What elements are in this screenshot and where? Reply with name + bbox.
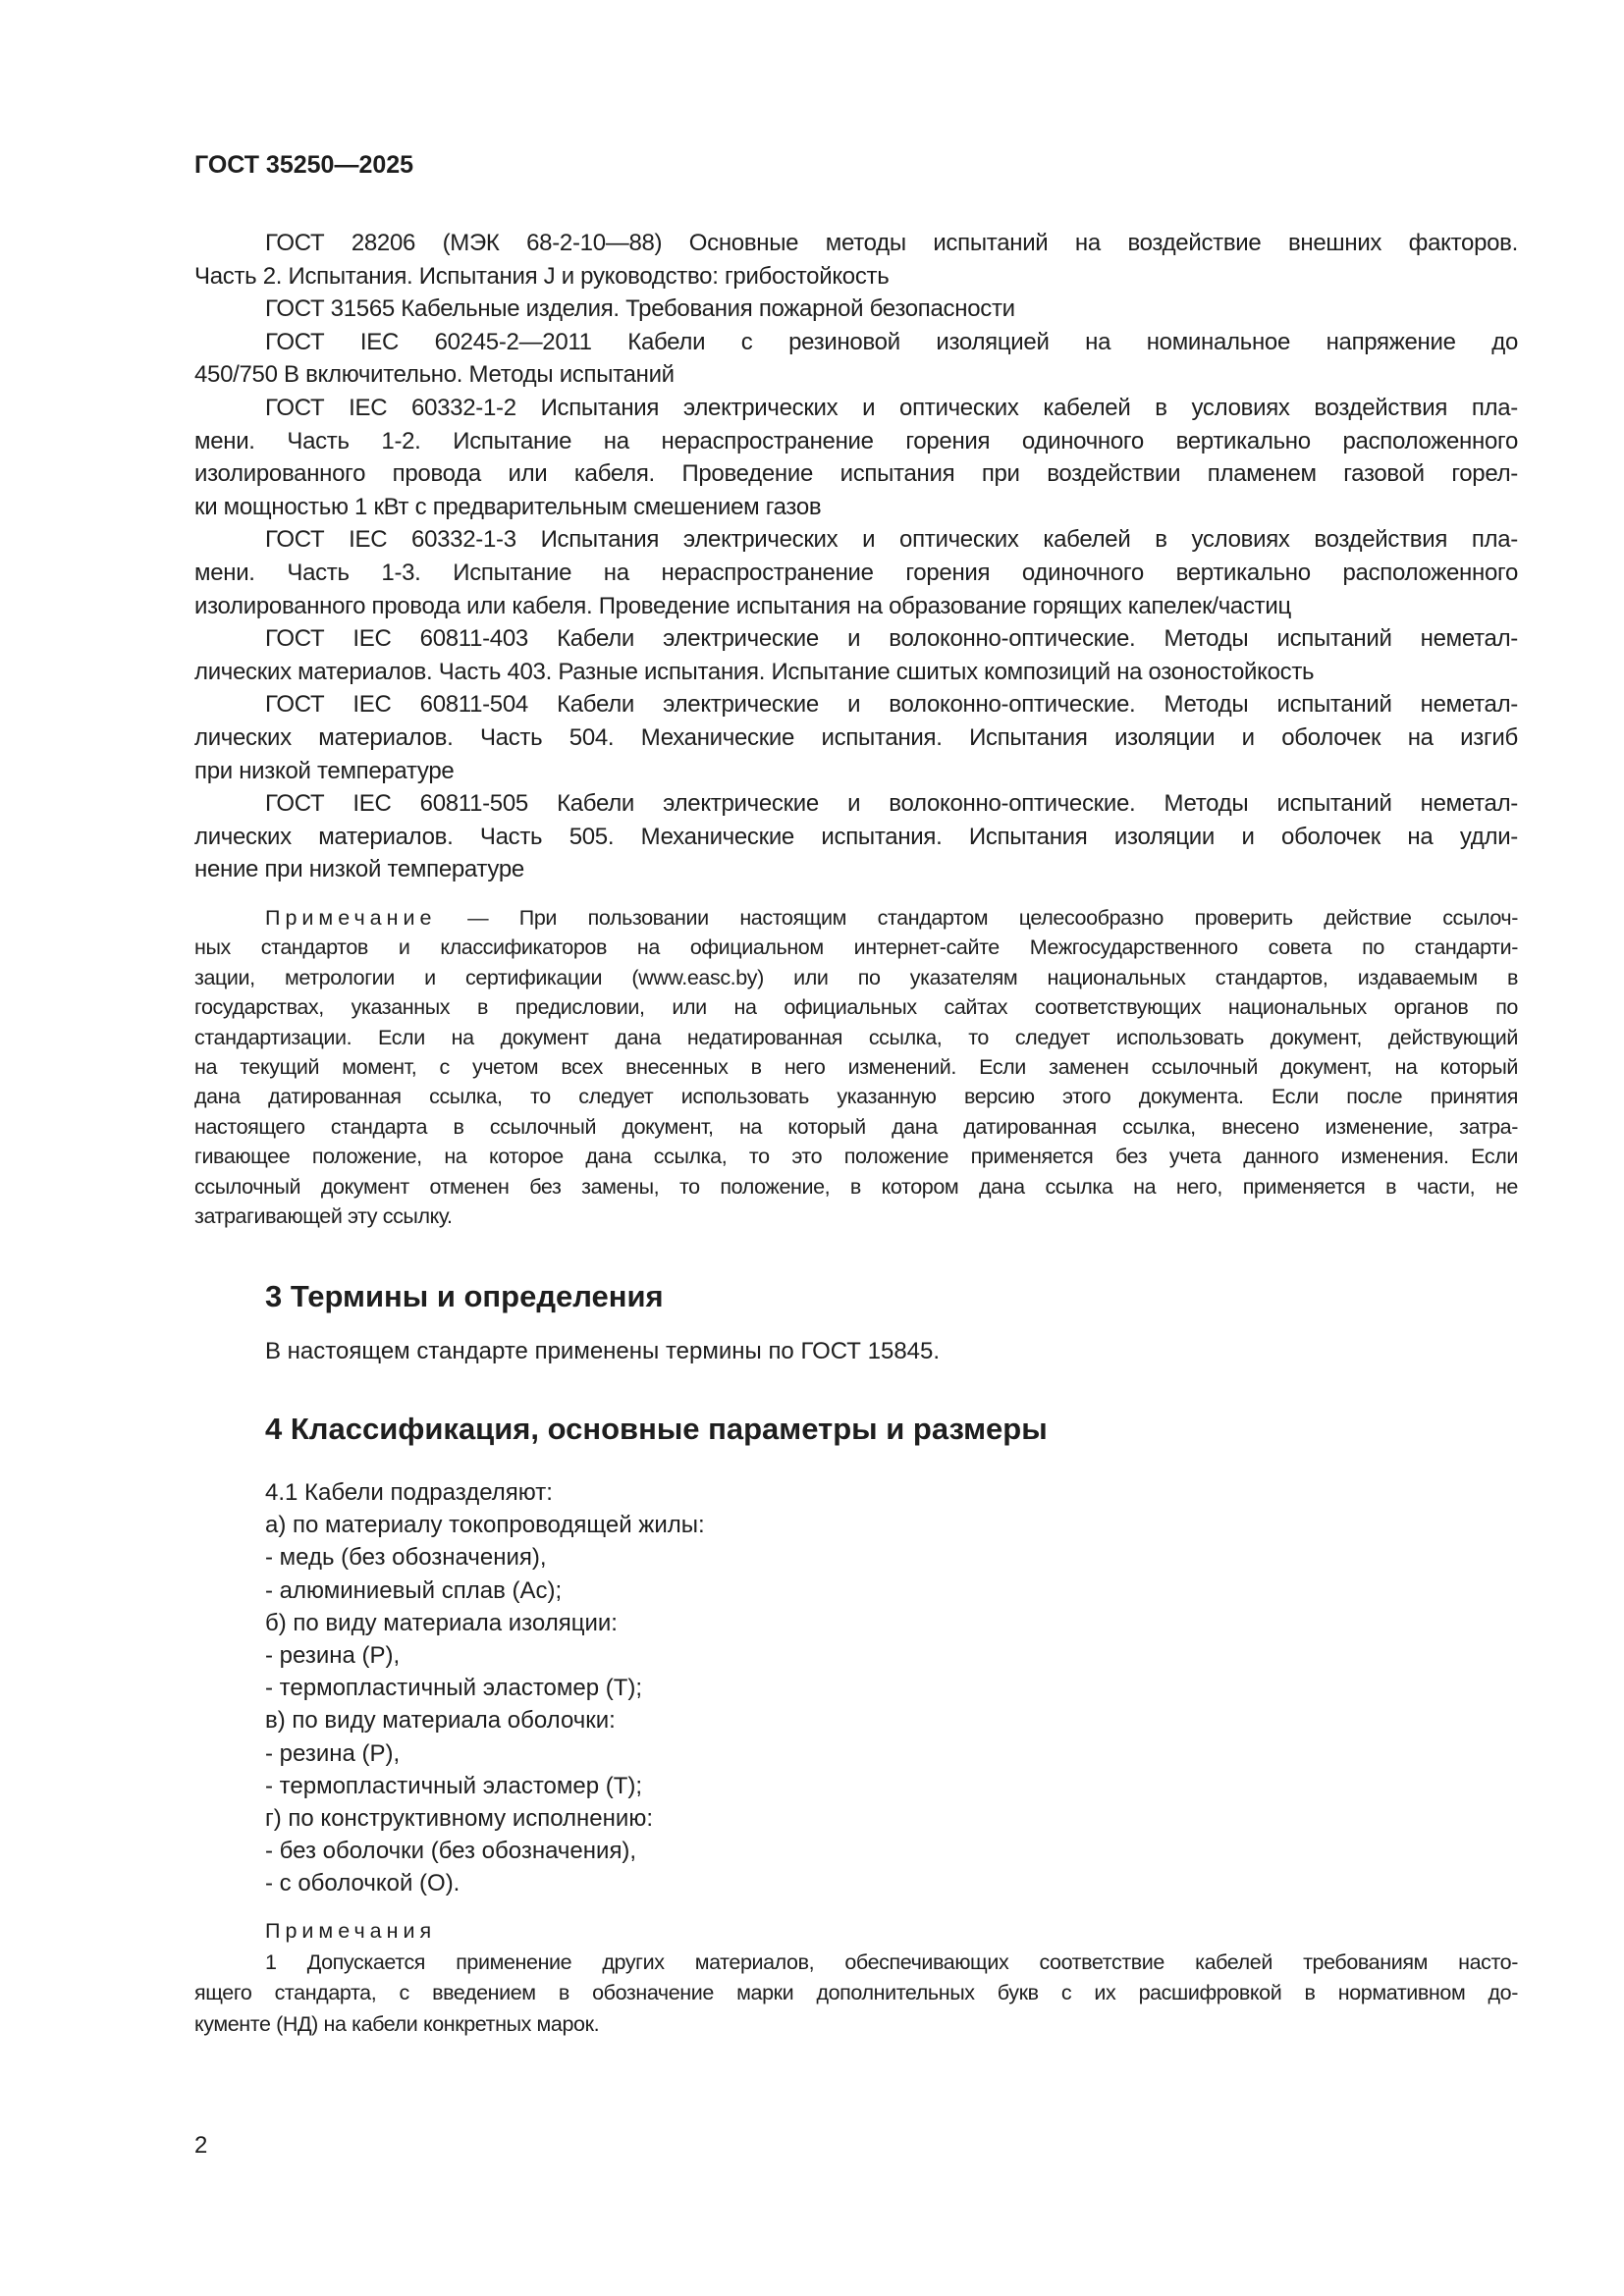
section-3-heading: 3 Термины и определения [265,1279,664,1313]
reference-line: лических материалов. Часть 504. Механические испытания. Испытания изоляции и оболочек на изгиб [194,723,1518,751]
note-line: гивающее положение, на которое дана ссылка, то это положение применяется без учета данного изменения. Если [194,1145,1518,1169]
reference-line: ки мощностью 1 кВт с предварительным смешением газов [194,493,822,520]
list-item: - без оболочки (без обозначения), [265,1838,637,1865]
list-item: - резина (Р), [265,1642,401,1670]
list-item: а) по материалу токопроводящей жилы: [265,1512,705,1539]
list-item: в) по виду материала оболочки: [265,1707,616,1735]
section-4-heading: 4 Классификация, основные параметры и размеры [265,1412,1048,1446]
note-line [194,903,1518,933]
note-line: на текущий момент, с учетом всех внесенных в него изменений. Если заменен ссылочный документ, на который [194,1055,1518,1080]
list-item: - алюминиевый сплав (Ас); [265,1576,563,1604]
reference-line: ГОСТ IEC 60811-403 Кабели электрические и волоконно-оптические. Методы испытаний неметал- [265,625,1518,653]
note-line: зации, метрологии и сертификации (www.easc.by) или по указателям национальных стандартов, издаваемым в [194,965,1518,989]
note-line: дана датированная ссылка, то следует использовать указанную версию этого документа. Если после принятия [194,1085,1518,1109]
classification-list [194,1476,1518,1900]
reference-line: ГОСТ IEC 60811-504 Кабели электрические и волоконно-оптические. Методы испытаний неметал- [265,691,1518,719]
section-3-text: В настоящем стандарте применены термины по ГОСТ 15845. [265,1338,941,1364]
reference-line: ГОСТ 28206 (МЭК 68-2-10—88) Основные методы испытаний на воздействие внешних факторов. [265,230,1518,256]
note-line: кументе (НД) на кабели конкретных марок. [194,2011,600,2036]
notes-label: Примечания [265,1919,437,1943]
reference-note [194,903,1518,1231]
note-line: государствах, указанных в предисловии, или на официальных сайтах соответствующих национальных органов по [194,995,1518,1020]
reference-line: изолированного провода или кабеля. Проведение испытания на образование горящих капелек/частиц [194,592,1291,619]
page-number: 2 [194,2132,208,2159]
list-item: - резина (Р), [265,1739,401,1767]
note-line: ных стандартов и классификаторов на официальном интернет-сайте Межгосударственного совета по стандарти- [194,935,1518,960]
reference-line: ГОСТ IEC 60811-505 Кабели электрические и волоконно-оптические. Методы испытаний неметал- [265,790,1518,818]
reference-line: ГОСТ IEC 60332-1-3 Испытания электрических и оптических кабелей в условиях воздействия пла- [265,526,1518,554]
note-line: ссылочный документ отменен без замены, то положение, в котором дана ссылка на него, применяется в части, не [194,1174,1518,1199]
reference-line: ГОСТ IEC 60332-1-2 Испытания электрических и оптических кабелей в условиях воздействия пла- [265,394,1518,421]
list-item: - медь (без обозначения), [265,1544,547,1572]
list-item: г) по конструктивному исполнению: [265,1805,653,1833]
reference-line: мени. Часть 1-3. Испытание на нераспространение горения одиночного вертикально расположенного [194,559,1518,586]
note-line: стандартизации. Если на документ дана недатированная ссылка, то следует использовать документ, действующий [194,1025,1518,1049]
list-item: - термопластичный эластомер (Т); [265,1772,643,1799]
list-item: - с оболочкой (О). [265,1870,460,1897]
reference-line: ГОСТ IEC 60245-2—2011 Кабели с резиновой изоляцией на номинальное напряжение до [265,328,1518,355]
reference-line: 450/750 В включительно. Методы испытаний [194,361,675,389]
note-label: Примечание [265,906,437,930]
reference-line: ГОСТ 31565 Кабельные изделия. Требования пожарной безопасности [265,295,1015,323]
note-text: — При пользовании настоящим стандартом целесообразно проверить действие ссылоч- [436,906,1518,930]
reference-line: Часть 2. Испытания. Испытания J и руководство: грибостойкость [194,262,890,290]
list-item: 4.1 Кабели подразделяют: [265,1479,553,1506]
reference-line: мени. Часть 1-2. Испытание на нераспространение горения одиночного вертикально расположенного [194,427,1518,454]
reference-line: лических материалов. Часть 403. Разные испытания. Испытание сшитых композиций на озоностойкость [194,658,1315,685]
note-line: затрагивающей эту ссылку. [194,1204,453,1229]
reference-line: нение при низкой температуре [194,856,524,883]
list-item: б) по виду материала изоляции: [265,1609,618,1636]
note-line: 1 Допускается применение других материалов, обеспечивающих соответствие кабелей требованиям насто- [265,1949,1518,1974]
normative-references [194,227,1518,886]
reference-line: изолированного провода или кабеля. Проведение испытания при воздействии пламенем газовой горел- [194,460,1518,488]
note-line: ящего стандарта, с введением в обозначение марки дополнительных букв с их расшифровкой в нормативном до- [194,1981,1518,2004]
note-line: настоящего стандарта в ссылочный документ, на который дана датированная ссылка, внесено изменение, затра- [194,1114,1518,1139]
reference-line: при низкой температуре [194,757,455,784]
reference-line: лических материалов. Часть 505. Механические испытания. Испытания изоляции и оболочек на удли- [194,823,1518,850]
classification-notes [194,1916,1518,2040]
list-item: - термопластичный эластомер (Т); [265,1675,643,1702]
document-header: ГОСТ 35250—2025 [194,151,414,179]
